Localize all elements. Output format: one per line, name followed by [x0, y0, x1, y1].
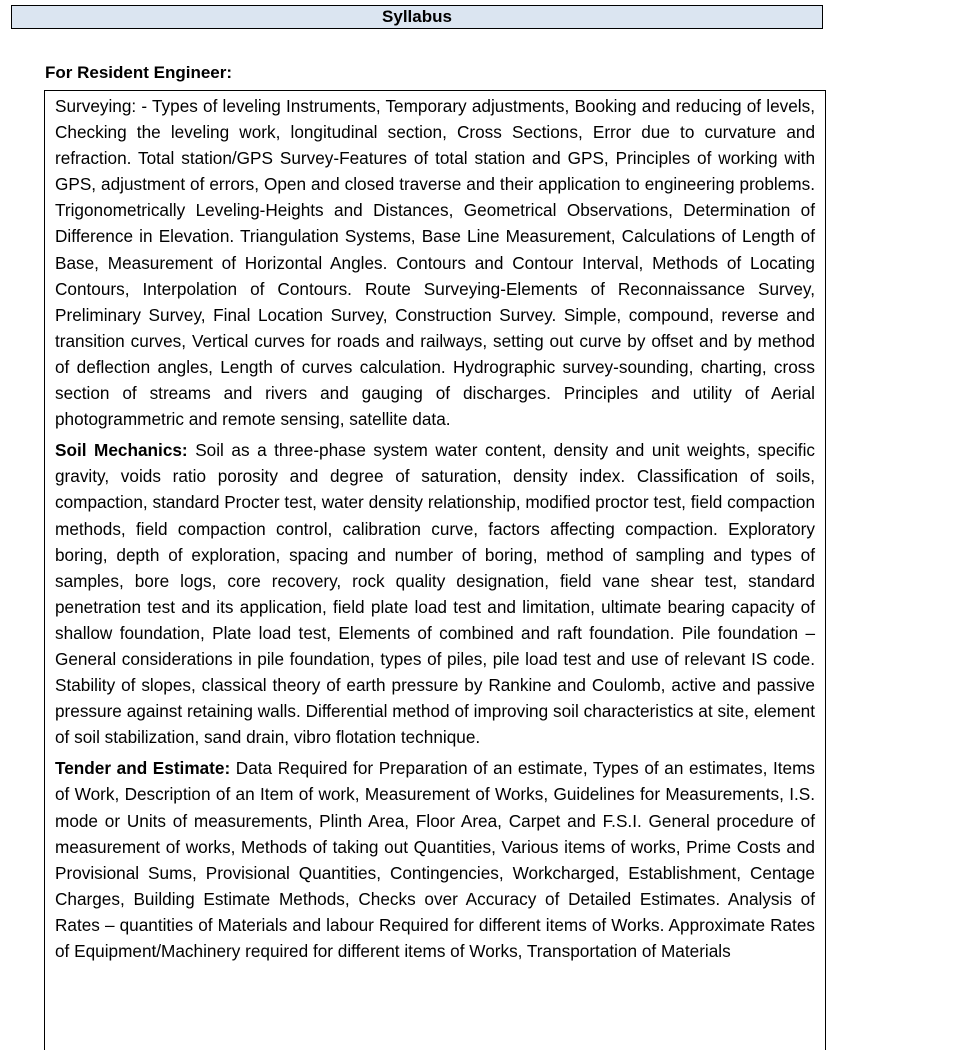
syllabus-header	[11, 5, 823, 29]
section-label: For Resident Engineer:	[45, 63, 233, 82]
syllabus-content-box	[44, 90, 826, 1050]
tender-estimate-paragraph	[55, 755, 815, 964]
tender-estimate-heading: Tender and Estimate:	[55, 758, 231, 779]
syllabus-title: Syllabus	[382, 7, 452, 26]
tender-estimate-text: Data Required for Preparation of an estimate, Types of an estimates, Items of Work, Description of an Item of work, Measurement of Works, Guidelines for Measurements, I.S. mode or Units of measurements, Plinth Area, Floor Area, Carpet and F.S.I. General procedure of measurement of works, Methods of taking out Quantities, Various items of works, Prime Costs and Provisional Sums, Provisional Quantities, Contingencies, Workcharged, Establishment, Centage Charges, Building Estimate Methods, Checks over Accuracy of Detailed Estimates. Analysis of Rates – quantities of Materials and labour Required for different items of Works. Approximate Rates of Equipment/Machinery required for different items of Works, Transportation of Materials	[55, 758, 815, 961]
surveying-text: Surveying: - Types of leveling Instruments, Temporary adjustments, Booking and reducing of levels, Checking the leveling work, longitudinal section, Cross Sections, Error due to curvature and refraction. Total station/GPS Survey-Features of total station and GPS, Principles of working with GPS, adjustment of errors, Open and closed traverse and their application to engineering problems. Trigonometrically Leveling-Heights and Distances, Geometrical Observations, Determination of Difference in Elevation. Triangulation Systems, Base Line Measurement, Calculations of Length of Base, Measurement of Horizontal Angles. Contours and Contour Interval, Methods of Locating Contours, Interpolation of Contours. Route Surveying-Elements of Reconnaissance Survey, Preliminary Survey, Final Location Survey, Construction Survey. Simple, compound, reverse and transition curves, Vertical curves for roads and railways, setting out curve by offset and by method of deflection angles, Length of curves calculation. Hydrographic survey-sounding, charting, cross section of streams and rivers and gauging of discharges. Principles and utility of Aerial photogrammetric and remote sensing, satellite data.	[55, 96, 815, 430]
soil-mechanics-heading: Soil Mechanics:	[55, 440, 188, 461]
surveying-paragraph	[55, 93, 815, 432]
soil-mechanics-text: Soil as a three-phase system water content, density and unit weights, specific gravity, voids ratio porosity and degree of saturation, density index. Classification of soils, compaction, standard Procter test, water density relationship, modified proctor test, field compaction methods, field compaction control, calibration curve, factors affecting compaction. Exploratory boring, depth of exploration, spacing and number of boring, method of sampling and types of samples, bore logs, core recovery, rock quality designation, field vane shear test, standard penetration test and its application, field plate load test and limitation, ultimate bearing capacity of shallow foundation, Plate load test, Elements of combined and raft foundation. Pile foundation – General considerations in pile foundation, types of piles, pile load test and use of relevant IS code. Stability of slopes, classical theory of earth pressure by Rankine and Coulomb, active and passive pressure against retaining walls. Differential method of improving soil characteristics at site, element of soil stabilization, sand drain, vibro flotation technique.	[55, 440, 815, 748]
soil-mechanics-paragraph	[55, 437, 815, 750]
